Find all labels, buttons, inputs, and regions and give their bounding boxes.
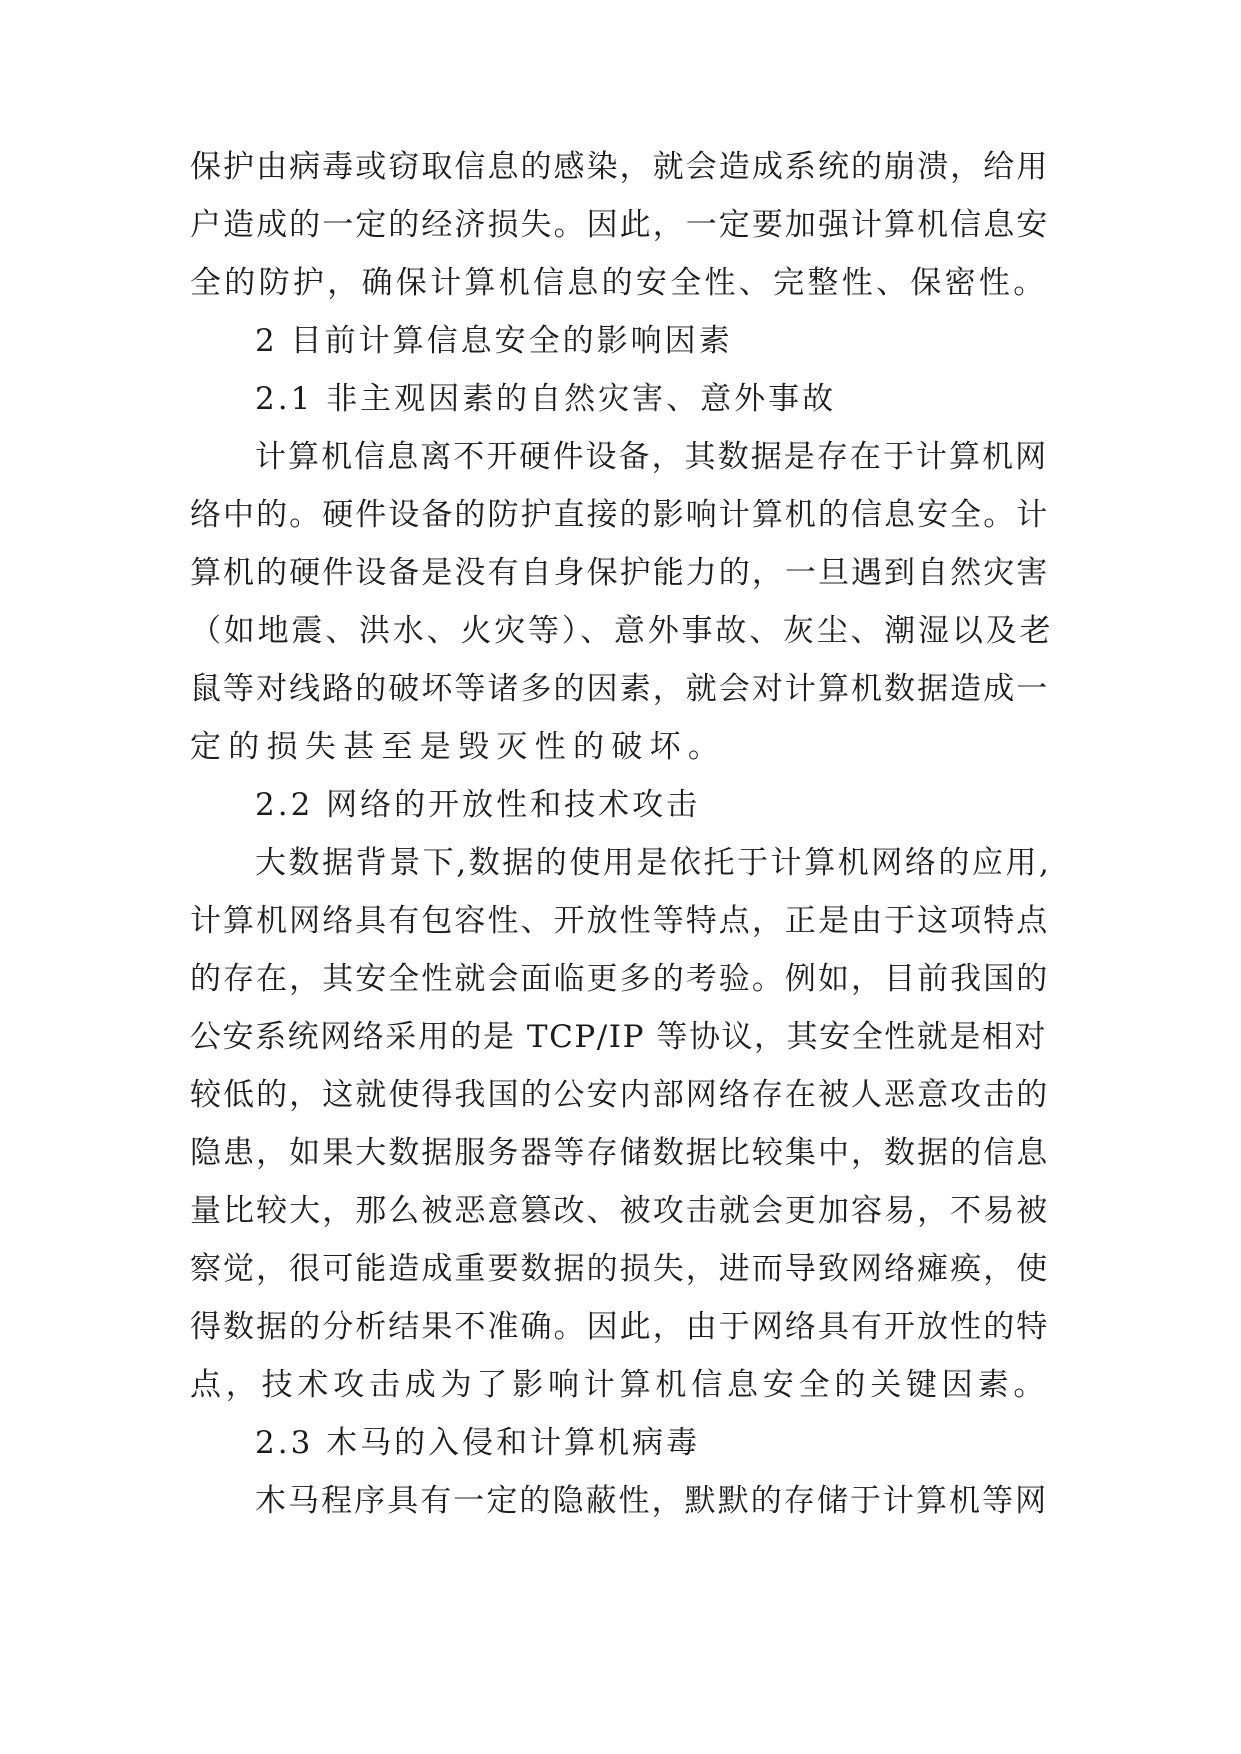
body-text-line: 较低的，这就使得我国的公安内部网络存在被人恶意攻击的 [190, 1077, 1050, 1113]
paragraph-first-line: 木马程序具有一定的隐蔽性，默默的存储于计算机等网 [255, 1483, 1049, 1519]
body-text-line: 计算机网络具有包容性、开放性等特点，正是由于这项特点 [190, 903, 1050, 939]
body-text-line: 定的损失甚至是毁灭性的破坏。 [190, 729, 727, 765]
body-text-line: 得数据的分析结果不准确。因此，由于网络具有开放性的特 [190, 1309, 1050, 1345]
body-text-line: （如地震、洪水、火灾等）、意外事故、灰尘、潮湿以及老 [190, 613, 1054, 649]
section-heading: 2 目前计算信息安全的影响因素 [255, 323, 733, 359]
subsection-heading: 2.2 网络的开放性和技术攻击 [255, 787, 701, 823]
body-text-line: 点，技术攻击成为了影响计算机信息安全的关键因素。 [190, 1367, 1050, 1403]
paragraph-first-line: 计算机信息离不开硬件设备，其数据是存在于计算机网 [255, 439, 1049, 475]
body-text-line: 户造成的一定的经济损失。因此，一定要加强计算机信息安 [190, 207, 1050, 243]
body-text-line: 察觉，很可能造成重要数据的损失，进而导致网络瘫痪，使 [190, 1251, 1050, 1287]
body-text-line: 量比较大，那么被恶意篡改、被攻击就会更加容易，不易被 [190, 1193, 1050, 1229]
body-text-line: 公安系统网络采用的是 TCP/IP 等协议，其安全性就是相对 [190, 1019, 1048, 1055]
subsection-heading: 2.3 木马的入侵和计算机病毒 [255, 1425, 701, 1461]
body-text-line: 的存在，其安全性就会面临更多的考验。例如，目前我国的 [190, 961, 1050, 997]
body-text-line: 保护由病毒或窃取信息的感染，就会造成系统的崩溃，给用 [190, 149, 1050, 185]
body-text-line: 络中的。硬件设备的防护直接的影响计算机的信息安全。计 [190, 497, 1050, 533]
body-text-line: 隐患，如果大数据服务器等存储数据比较集中，数据的信息 [190, 1135, 1050, 1171]
body-text-line: 全的防护，确保计算机信息的安全性、完整性、保密性。 [190, 265, 1048, 301]
subsection-heading: 2.1 非主观因素的自然灾害、意外事故 [255, 381, 837, 417]
body-text-line: 算机的硬件设备是没有自身保护能力的，一旦遇到自然灾害 [190, 555, 1050, 591]
body-text-line: 鼠等对线路的破坏等诸多的因素，就会对计算机数据造成一 [190, 671, 1050, 707]
paragraph-first-line: 大数据背景下,数据的使用是依托于计算机网络的应用, [255, 845, 1052, 881]
